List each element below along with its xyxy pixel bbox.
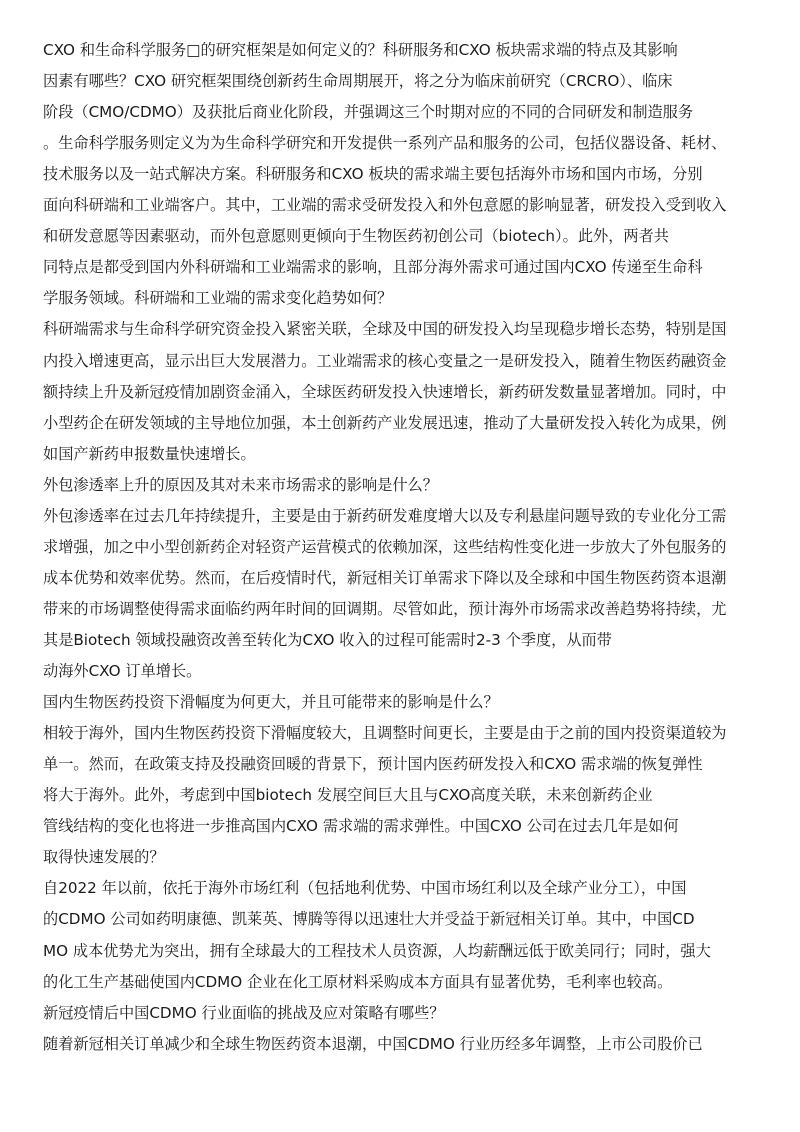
text-line: 学服务领域。科研端和工业端的需求变化趋势如何？	[43, 289, 393, 308]
text-line: 小型药企在研发领域的主导地位加强，本土创新药产业发展迅速，推动了大量研发投入转化为成果，例	[43, 413, 727, 432]
text-line: 单一。然而，在政策支持及投融资回暖的背景下，预计国内医药研发投入和CXO 需求端的恢复弹性	[43, 755, 703, 774]
text-line: 面向科研端和工业端客户。其中，工业端的需求受研发投入和外包意愿的影响显著，研发投入受到收入	[43, 196, 727, 215]
text-line: 将大于海外。此外，考虑到中国biotech 发展空间巨大且与CXO高度关联，未来创新药企业	[43, 786, 653, 805]
text-line: 动海外CXO 订单增长。	[43, 662, 202, 680]
text-line: 如国产新药申报数量快速增长。	[43, 444, 256, 463]
text-line: 自2022 年以前，依托于海外市场红利（包括地利优势、中国市场红利以及全球产业分工），中国	[43, 879, 687, 898]
text-line: 成本优势和效率优势。然而，在后疫情时代，新冠相关订单需求下降以及全球和中国生物医药资本退潮	[43, 568, 727, 587]
text-line: 技术服务以及一站式解决方案。科研服务和CXO 板块的需求端主要包括海外市场和国内市场，分别	[43, 165, 703, 184]
text-line: 随着新冠相关订单减少和全球生物医药资本退潮，中国CDMO 行业历经多年调整，上市公司股价已	[43, 1034, 703, 1053]
text-line: 带来的市场调整使得需求面临约两年时间的回调期。尽管如此，预计海外市场需求改善趋势将持续，尤	[43, 599, 727, 618]
text-line: 相较于海外，国内生物医药投资下滑幅度较大，且调整时间更长，主要是由于之前的国内投资渠道较为	[43, 724, 727, 743]
text-line: MO 成本优势尤为突出，拥有全球最大的工程技术人员资源，人均薪酬远低于欧美同行；同时，强大	[43, 941, 711, 960]
text-line: CXO 和生命科学服务□的研究框架是如何定义的？科研服务和CXO 板块需求端的特点及其影响	[43, 41, 678, 59]
text-line: 额持续上升及新冠疫情加剧资金涌入，全球医药研发投入快速增长，新药研发数量显著增加。同时，中	[43, 382, 727, 401]
text-line: 科研端需求与生命科学研究资金投入紧密关联，全球及中国的研发投入均呈现稳步增长态势，特别是国	[43, 320, 727, 339]
text-line: 新冠疫情后中国CDMO 行业面临的挑战及应对策略有哪些？	[43, 1003, 445, 1022]
text-line: 同特点是都受到国内外科研端和工业端需求的影响，且部分海外需求可通过国内CXO 传递至生命科	[43, 258, 703, 277]
text-line: 外包渗透率上升的原因及其对未来市场需求的影响是什么？	[43, 475, 438, 494]
text-line: 其是Biotech 领域投融资改善至转化为CXO 收入的过程可能需时2-3 个季度，从而带	[43, 631, 612, 649]
text-line: 求增强，加之中小型创新药企对轻资产运营模式的依赖加深，这些结构性变化进一步放大了外包服务的	[43, 537, 727, 556]
text-line: 。生命科学服务则定义为为生命科学研究和开发提供一系列产品和服务的公司，包括仪器设备、耗材、	[43, 134, 727, 153]
text-line: 和研发意愿等因素驱动，而外包意愿则更倾向于生物医药初创公司（biotech）。此外，两者共	[43, 227, 669, 246]
text-line: 因素有哪些？CXO 研究框架围绕创新药生命周期展开，将之分为临床前研究（CRCRO）、临床	[43, 72, 673, 90]
text-line: 阶段（CMO/CDMO）及获批后商业化阶段，并强调这三个时期对应的不同的合同研发和制造服务	[43, 103, 694, 122]
text-line: 国内生物医药投资下滑幅度为何更大，并且可能带来的影响是什么？	[43, 693, 499, 712]
text-line: 管线结构的变化也将进一步推高国内CXO 需求端的需求弹性。中国CXO 公司在过去几年是如何	[43, 817, 679, 836]
text-line: 取得快速发展的？	[43, 848, 165, 867]
text-line: 的化工生产基础使国内CDMO 企业在化工原材料采购成本方面具有显著优势，毛利率也较高。	[43, 972, 673, 991]
text-line: 的CDMO 公司如药明康德、凯莱英、博腾等得以迅速壮大并受益于新冠相关订单。其中，中国CD	[43, 910, 695, 929]
text-line: 内投入增速更高，显示出巨大发展潜力。工业端需求的核心变量之一是研发投入，随着生物医药融资金	[43, 351, 727, 370]
text-line: 外包渗透率在过去几年持续提升，主要是由于新药研发难度增大以及专利悬崖问题导致的专业化分工需	[43, 506, 727, 525]
